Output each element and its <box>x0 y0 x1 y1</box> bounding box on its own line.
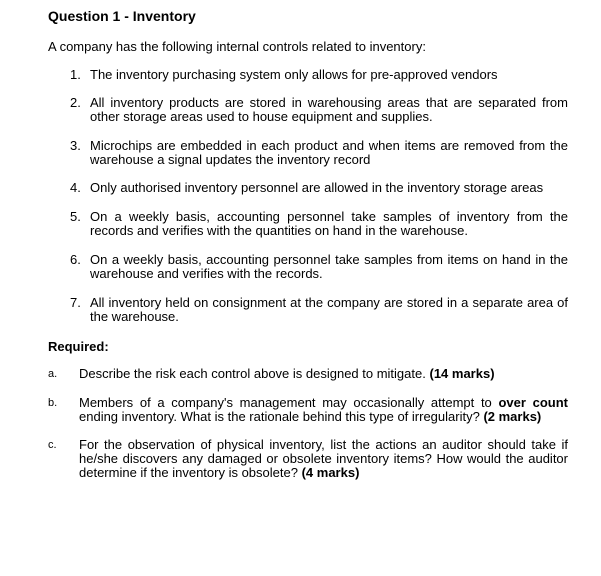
control-number: 7. <box>70 295 81 310</box>
control-item <box>70 68 568 82</box>
control-item <box>70 96 568 124</box>
requirement-letter: c. <box>48 439 57 451</box>
control-number: 5. <box>70 209 81 224</box>
question-title: Question 1 - Inventory <box>48 8 196 24</box>
requirement-item <box>48 438 568 480</box>
marks-label: (2 marks) <box>483 409 542 424</box>
control-text: On a weekly basis, accounting personnel take samples from items on hand in the warehouse and verifies with the records. <box>90 252 568 281</box>
requirement-item <box>48 396 568 424</box>
control-item <box>70 253 568 281</box>
control-text: On a weekly basis, accounting personnel take samples of inventory from the records and verifies with the quantities on hand in the warehouse. <box>90 209 568 238</box>
control-text: Microchips are embedded in each product and when items are removed from the warehouse a signal updates the inventory record <box>90 138 568 167</box>
control-text: All inventory products are stored in warehousing areas that are separated from other storage areas used to house equipment and supplies. <box>90 95 568 124</box>
requirement-item <box>48 367 568 381</box>
intro-text: A company has the following internal controls related to inventory: <box>48 39 426 54</box>
marks-label: (4 marks) <box>301 465 360 480</box>
required-heading: Required: <box>48 339 109 354</box>
control-text: All inventory held on consignment at the company are stored in a separate area of the warehouse. <box>90 295 568 324</box>
emphasis-phrase: over count <box>498 395 568 410</box>
control-item <box>70 296 568 324</box>
requirement-text: For the observation of physical inventory, list the actions an auditor should take if he/she discovers any damaged or obsolete inventory items? How would the auditor determine if the inventory is obsolete? (4 marks) <box>79 437 568 480</box>
requirement-letter: a. <box>48 368 58 380</box>
control-number: 3. <box>70 138 81 153</box>
control-item <box>70 210 568 238</box>
control-number: 6. <box>70 252 81 267</box>
control-item <box>70 139 568 167</box>
requirement-text: Describe the risk each control above is designed to mitigate. (14 marks) <box>79 366 495 381</box>
marks-label: (14 marks) <box>429 366 495 381</box>
control-text: Only authorised inventory personnel are allowed in the inventory storage areas <box>90 180 544 195</box>
control-number: 2. <box>70 95 81 110</box>
control-text: The inventory purchasing system only allows for pre-approved vendors <box>90 67 498 82</box>
requirement-letter: b. <box>48 397 58 409</box>
control-number: 1. <box>70 67 81 82</box>
control-number: 4. <box>70 180 81 195</box>
control-item <box>70 181 568 195</box>
requirement-text: Members of a company's management may occasionally attempt to over count ending inventory. What is the rationale behind this type of irregularity? (2 marks) <box>79 395 568 424</box>
